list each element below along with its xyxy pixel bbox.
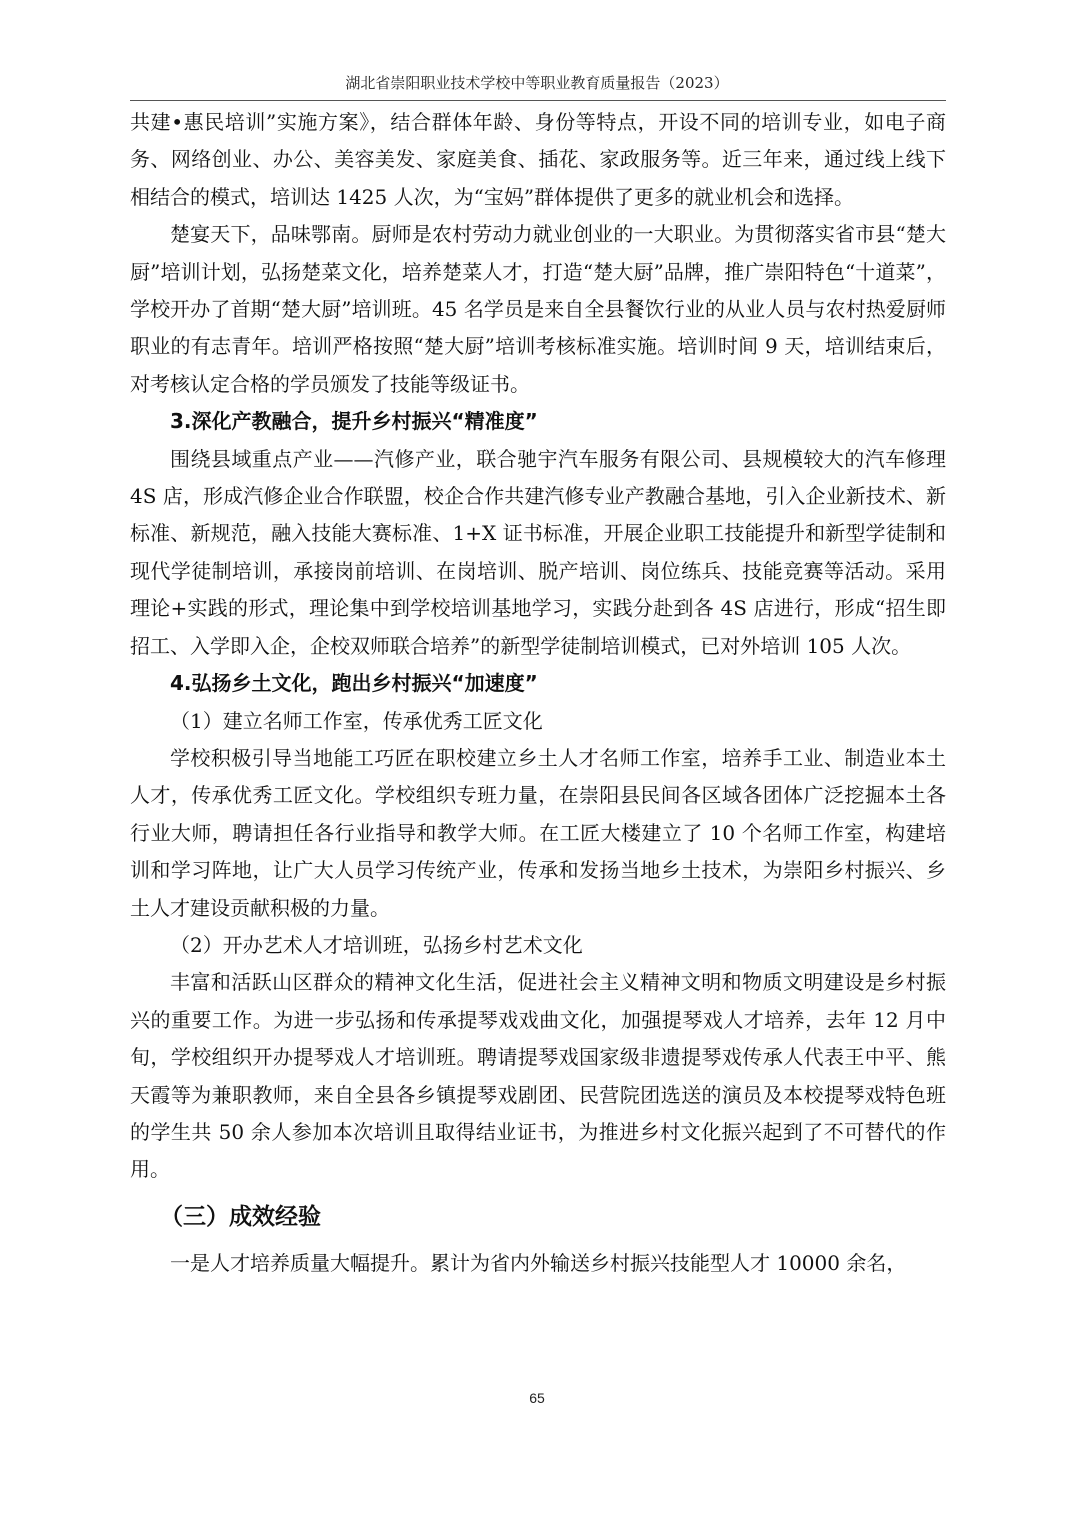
section-heading-3: 3.深化产教融合，提升乡村振兴“精准度” bbox=[170, 409, 538, 434]
document-body bbox=[130, 104, 946, 1282]
paragraph-master-studio: 学校积极引导当地能工巧匠在职校建立乡土人才名师工作室，培养手工业、制造业本土人才，传承优秀工匠文化。学校组织专班力量，在崇阳县民间各区域各团体广泛挖掘本土各行业大师，聘请担任各行业指导和教学大师。在工匠大楼建立了 10 个名师工作室，构建培训和学习阵地，让广大人员学习传统产业，传承和发扬当地乡土技术，为崇阳乡村振兴、乡土人才建设贡献积极的力量。 bbox=[130, 745, 946, 920]
paragraph-chef-training: 楚宴天下，品味鄂南。厨师是农村劳动力就业创业的一大职业。为贯彻落实省市县“楚大厨”培训计划，弘扬楚菜文化，培养楚菜人才，打造“楚大厨”品牌，推广崇阳特色“十道菜”，学校开办了首期“楚大厨”培训班。45 名学员是来自全县餐饮行业的从业人员与农村热爱厨师职业的有志青年。培训严格按照“楚大厨”培训考核标准实施。培训时间 9 天，培训结束后，对考核认定合格的学员颁发了技能等级证书。 bbox=[130, 222, 946, 396]
paragraph-results: 一是人才培养质量大幅提升。累计为省内外输送乡村振兴技能型人才 10000 余名， bbox=[170, 1250, 907, 1275]
subheading-art-training: （2）开办艺术人才培训班，弘扬乡村艺术文化 bbox=[170, 932, 583, 957]
header-divider bbox=[130, 100, 946, 101]
page-number: 65 bbox=[529, 1390, 545, 1406]
section-heading-4: 4.弘扬乡土文化，跑出乡村振兴“加速度” bbox=[170, 671, 538, 696]
paragraph-art-training: 丰富和活跃山区群众的精神文化生活，促进社会主义精神文明和物质文明建设是乡村振兴的重要工作。为进一步弘扬和传承提琴戏戏曲文化，加强提琴戏人才培养，去年 12 月中旬，学校组织开办提琴戏人才培训班。聘请提琴戏国家级非遗提琴戏传承人代表王中平、熊天霞等为兼职教师，来自全县各乡镇提琴戏剧团、民营院团选送的演员及本校提琴戏特色班的学生共 50 余人参加本次培训且取得结业证书，为推进乡村文化振兴起到了不可替代的作用。 bbox=[130, 970, 946, 1182]
paragraph-continued: 共建•惠民培训”实施方案》，结合群体年龄、身份等特点，开设不同的培训专业，如电子商务、网络创业、办公、美容美发、家庭美食、插花、家政服务等。近三年来，通过线上线下相结合的模式，培训达 1425 人次，为“宝妈”群体提供了更多的就业机会和选择。 bbox=[130, 110, 946, 209]
paragraph-industry-education: 围绕县域重点产业——汽修产业，联合驰宇汽车服务有限公司、县规模较大的汽车修理 4S 店，形成汽修企业合作联盟，校企合作共建汽修专业产教融合基地，引入企业新技术、新标准、新规范，融入技能大赛标准、1+X 证书标准，开展企业职工技能提升和新型学徒制和现代学徒制培训，承接岗前培训、在岗培训、脱产培训、岗位练兵、技能竞赛等活动。采用理论+实践的形式，理论集中到学校培训基地学习，实践分赴到各 4S 店进行，形成“招生即招工、入学即入企，企校双师联合培养”的新型学徒制培训模式，已对外培训 105 人次。 bbox=[130, 446, 946, 658]
page-header: 湖北省崇阳职业技术学校中等职业教育质量报告（2023） bbox=[345, 74, 729, 92]
subheading-master-studio: （1）建立名师工作室，传承优秀工匠文化 bbox=[170, 708, 543, 733]
chapter-heading-results: （三）成效经验 bbox=[160, 1203, 321, 1230]
